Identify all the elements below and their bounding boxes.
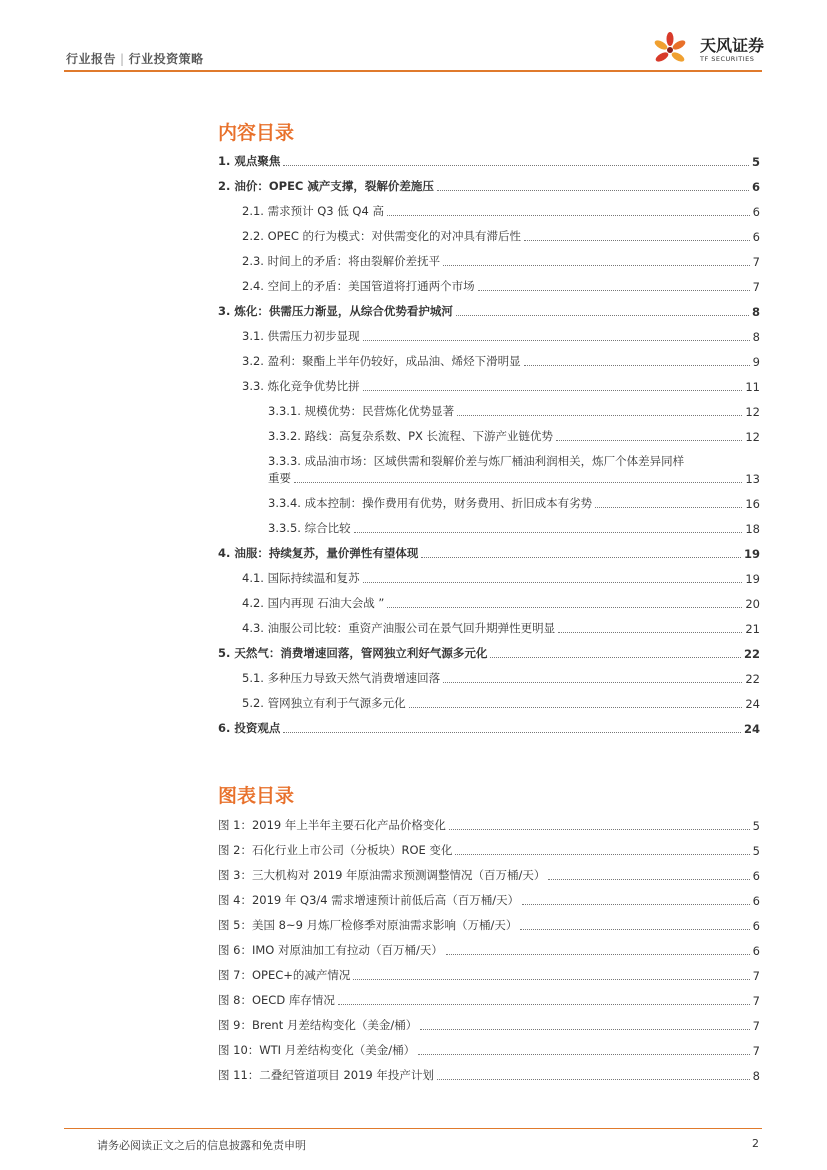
toc-entry[interactable]: 3.3.4. 成本控制：操作费用有优势，财务费用、折旧成本有劣势 16 <box>268 496 760 511</box>
footer-disclaimer: 请务必阅读正文之后的信息披露和免责申明 <box>97 1139 306 1152</box>
toc-entry[interactable]: 5. 天然气：消费增速回落，管网独立利好气源多元化 22 <box>218 646 760 661</box>
toc-entry[interactable]: 4.1. 国际持续温和复苏 19 <box>242 571 760 586</box>
header-divider <box>64 70 762 72</box>
contents-title: 内容目录 <box>218 122 295 144</box>
toc-entry[interactable]: 4. 油服：持续复苏，量价弹性有望体现 19 <box>218 546 760 561</box>
figure-entry[interactable]: 图 2：石化行业上市公司（分板块）ROE 变化 5 <box>218 843 760 858</box>
toc-entry[interactable]: 3.3. 炼化竞争优势比拼 11 <box>242 379 760 394</box>
toc-entry[interactable]: 2.2. OPEC 的行为模式：对供需变化的对冲具有滞后性 6 <box>242 229 760 244</box>
toc-entry[interactable]: 1. 观点聚焦 5 <box>218 154 760 169</box>
toc-entry[interactable]: 2. 油价：OPEC 减产支撑，裂解价差施压 6 <box>218 179 760 194</box>
figure-entry[interactable]: 图 3：三大机构对 2019 年原油需求预测调整情况（百万桶/天） 6 <box>218 868 760 883</box>
logo-text-en: TF SECURITIES <box>700 55 755 63</box>
figure-entry[interactable]: 图 9：Brent 月差结构变化（美金/桶） 7 <box>218 1018 760 1033</box>
toc-entry[interactable]: 3.1. 供需压力初步显现 8 <box>242 329 760 344</box>
report-breadcrumb <box>66 50 204 67</box>
logo-text-cn: 天风证券 <box>700 36 765 55</box>
toc-entry[interactable]: 3.3.2. 路线：高复杂系数、PX 长流程、下游产业链优势 12 <box>268 429 760 444</box>
toc-entry[interactable]: 2.3. 时间上的矛盾：将由裂解价差抚平 7 <box>242 254 760 269</box>
figure-entry[interactable]: 图 1：2019 年上半年主要石化产品价格变化 5 <box>218 818 760 833</box>
toc-entry[interactable]: 3.3.1. 规模优势：民营炼化优势显著 12 <box>268 404 760 419</box>
toc-entry[interactable]: 3.3.5. 综合比较 18 <box>268 521 760 536</box>
report-category: 行业报告 <box>66 52 117 66</box>
toc-entry[interactable]: 4.2. 国内再现 石油大会战 ” 20 <box>242 596 760 611</box>
figure-entry[interactable]: 图 5：美国 8~9 月炼厂检修季对原油需求影响（万桶/天） 6 <box>218 918 760 933</box>
toc-entry[interactable]: 重要 13 <box>268 471 760 486</box>
figure-entry[interactable]: 图 6：IMO 对原油加工有拉动（百万桶/天） 6 <box>218 943 760 958</box>
toc-entry[interactable]: 6. 投资观点 24 <box>218 721 760 736</box>
toc-entry[interactable]: 2.4. 空间上的矛盾：美国管道将打通两个市场 7 <box>242 279 760 294</box>
breadcrumb-separator: | <box>120 52 125 66</box>
toc-entry[interactable]: 3.2. 盈利：聚酯上半年仍较好，成品油、烯烃下滑明显 9 <box>242 354 760 369</box>
page-number: 2 <box>752 1137 759 1150</box>
footer-divider <box>64 1128 762 1129</box>
toc-entry[interactable]: 5.1. 多种压力导致天然气消费增速回落 22 <box>242 671 760 686</box>
toc-entry[interactable]: 5.2. 管网独立有利于气源多元化 24 <box>242 696 760 711</box>
toc-entry[interactable]: 2.1. 需求预计 Q3 低 Q4 高 6 <box>242 204 760 219</box>
figure-entry[interactable]: 图 10：WTI 月差结构变化（美金/桶） 7 <box>218 1043 760 1058</box>
toc-entry[interactable]: 3. 炼化：供需压力渐显，从综合优势看护城河 8 <box>218 304 760 319</box>
figures-title: 图表目录 <box>218 785 295 807</box>
toc-entry[interactable]: 4.3. 油服公司比较：重资产油服公司在景气回升期弹性更明显 21 <box>242 621 760 636</box>
toc-entry-line1[interactable]: 3.3.3. 成品油市场：区域供需和裂解价差与炼厂桶油利润相关，炼厂个体差异同样 <box>268 454 685 468</box>
figure-entry[interactable]: 图 8：OECD 库存情况 7 <box>218 993 760 1008</box>
report-subcategory: 行业投资策略 <box>128 52 204 66</box>
figure-entry[interactable]: 图 11：二叠纪管道项目 2019 年投产计划 8 <box>218 1068 760 1083</box>
figure-entry[interactable]: 图 4：2019 年 Q3/4 需求增速预计前低后高（百万桶/天） 6 <box>218 893 760 908</box>
figure-entry[interactable]: 图 7：OPEC+的减产情况 7 <box>218 968 760 983</box>
